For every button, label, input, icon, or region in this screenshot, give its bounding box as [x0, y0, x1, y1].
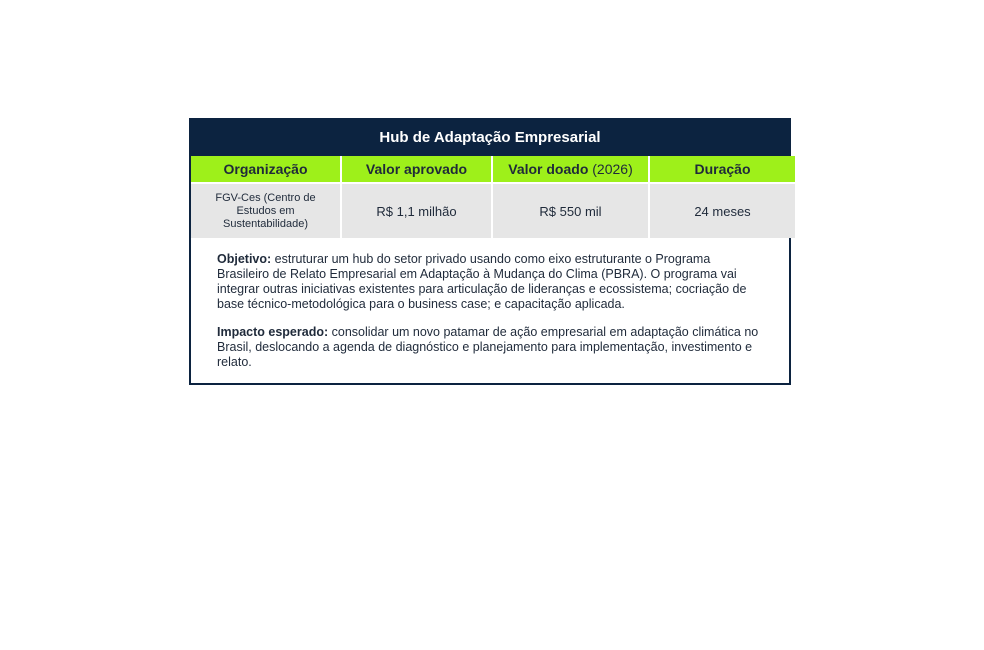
hub-card — [189, 118, 791, 385]
cell-organizacao: FGV-Ces (Centro de Estudos em Sustentabilidade) — [191, 184, 340, 238]
impacto-paragraph — [217, 325, 763, 370]
cell-duracao: 24 meses — [650, 184, 795, 238]
cell-valor-aprovado: R$ 1,1 milhão — [342, 184, 491, 238]
objetivo-paragraph — [217, 252, 763, 312]
card-body — [191, 238, 789, 370]
header-valor-aprovado: Valor aprovado — [342, 156, 491, 184]
objetivo-text: estruturar um hub do setor privado usando como eixo estruturante o Programa Brasileiro de Relato Empresarial em Adaptação à Mudança do Clima (PBRA). O programa vai integrar outras iniciativas existentes para articulação de lideranças e ecossistema; cocriação de base técnico-metodológica para o business case; e capacitação aplicada. — [217, 252, 747, 311]
header-organizacao: Organização — [191, 156, 340, 184]
cell-valor-doado: R$ 550 mil — [493, 184, 648, 238]
objetivo-label: Objetivo: — [217, 252, 272, 266]
impacto-label: Impacto esperado: — [217, 325, 329, 339]
header-valor-doado: Valor doado (2026) — [493, 156, 648, 184]
card-title: Hub de Adaptação Empresarial — [191, 120, 789, 156]
header-duracao: Duração — [650, 156, 795, 184]
impacto-text: consolidar um novo patamar de ação empresarial em adaptação climática no Brasil, deslocando a agenda de diagnóstico e planejamento para implementação, investimento e relato. — [217, 325, 759, 369]
info-table — [191, 156, 789, 238]
